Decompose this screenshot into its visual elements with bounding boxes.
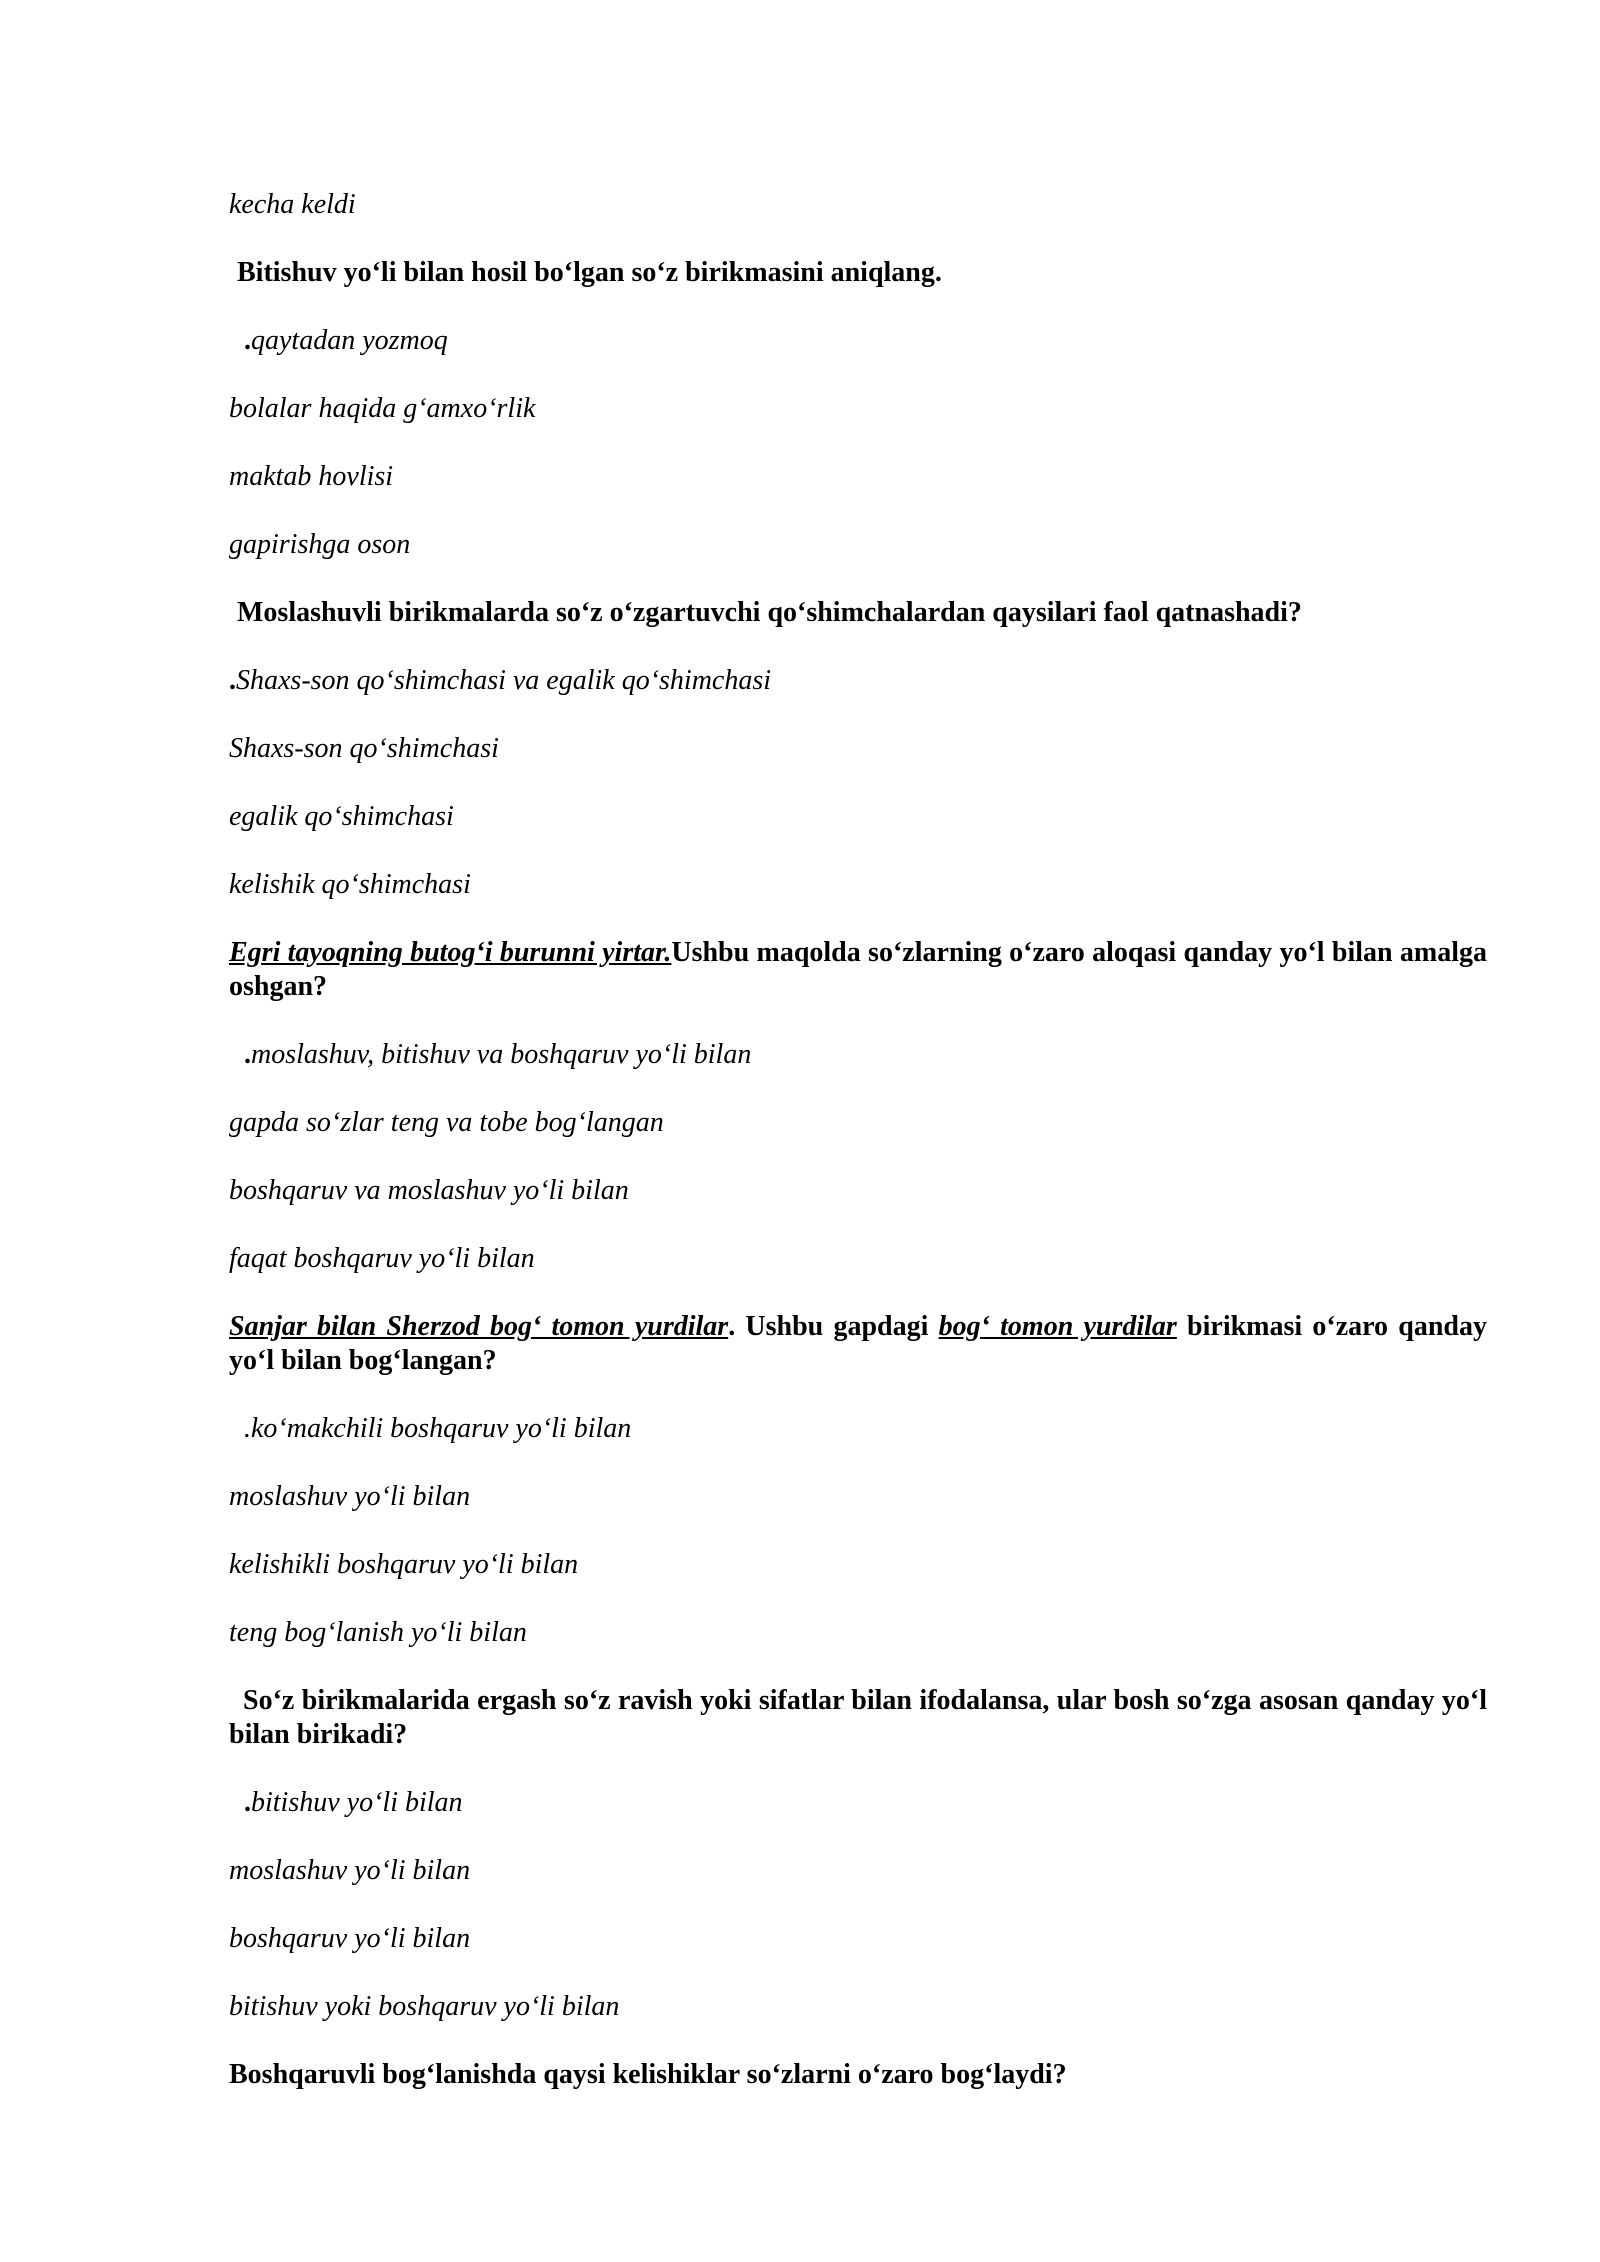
question-1: Bitishuv yo‘li bilan hosil bo‘lgan so‘z birikmasini aniqlang. xyxy=(237,257,942,288)
answer-option: faqat boshqaruv yo‘li bilan xyxy=(229,1243,535,1274)
answer-option: kelishikli boshqaruv yo‘li bilan xyxy=(229,1549,579,1580)
answer-text: moslashuv, bitishuv va boshqaruv yo‘li bilan xyxy=(251,1039,752,1070)
answer-text: Shaxs-son qo‘shimchasi va egalik qo‘shimchasi xyxy=(236,665,772,696)
answer-option xyxy=(244,1038,751,1072)
answer-option: gapirishga oson xyxy=(229,529,411,560)
question-text: birikmasi o‘zaro qanday yo‘l bilan bog‘langan? xyxy=(229,1311,1487,1376)
question-text: Ushbu maqolda so‘zlarning o‘zaro aloqasi qanday yo‘l bilan amalga oshgan? xyxy=(229,937,1487,1002)
answer-option xyxy=(244,324,448,358)
answer-option: boshqaruv yo‘li bilan xyxy=(229,1923,471,1954)
answer-option: .ko‘makchili boshqaruv yo‘li bilan xyxy=(244,1413,632,1444)
bullet-dot: . xyxy=(244,325,251,356)
answer-option: boshqaruv va moslashuv yo‘li bilan xyxy=(229,1175,629,1206)
answer-option: bolalar haqida g‘amxo‘rlik xyxy=(229,393,536,424)
answer-option: maktab hovlisi xyxy=(229,461,394,492)
answer-option: kecha keldi xyxy=(229,189,356,220)
question-text: . Ushbu gapdagi xyxy=(728,1311,939,1342)
answer-option: teng bog‘lanish yo‘li bilan xyxy=(229,1617,527,1648)
proverb-quote: Egri tayoqning butog‘i burunni yirtar. xyxy=(229,937,672,968)
answer-option: moslashuv yo‘li bilan xyxy=(229,1855,471,1886)
answer-option: Shaxs-son qo‘shimchasi xyxy=(229,733,499,764)
question-6: Boshqaruvli bog‘lanishda qaysi kelishiklar so‘zlarni o‘zaro bog‘laydi? xyxy=(229,2059,1067,2090)
question-2: Moslashuvli birikmalarda so‘z o‘zgartuvchi qo‘shimchalardan qaysilari faol qatnashadi? xyxy=(237,597,1302,628)
phrase-quote: bog‘ tomon yurdilar xyxy=(938,1311,1177,1342)
answer-option: moslashuv yo‘li bilan xyxy=(229,1481,471,1512)
question-5: So‘z birikmalarida ergash so‘z ravish yoki sifatlar bilan ifodalansa, ular bosh so‘zga asosan qanday yo‘l bilan birikadi? xyxy=(229,1685,1487,1750)
question-3 xyxy=(229,936,1487,1004)
answer-text: qaytadan yozmoq xyxy=(251,325,448,356)
answer-option xyxy=(244,1786,463,1820)
bullet-dot: . xyxy=(244,1039,251,1070)
answer-option xyxy=(229,664,771,698)
answer-option: gapda so‘zlar teng va tobe bog‘langan xyxy=(229,1107,664,1138)
document-page xyxy=(229,0,1487,2262)
question-4 xyxy=(229,1310,1487,1378)
answer-option: egalik qo‘shimchasi xyxy=(229,801,454,832)
answer-option: bitishuv yoki boshqaruv yo‘li bilan xyxy=(229,1991,620,2022)
sentence-quote: Sanjar bilan Sherzod bog‘ tomon yurdilar xyxy=(229,1311,729,1342)
bullet-dot: . xyxy=(244,1787,251,1818)
bullet-dot: . xyxy=(229,665,236,696)
answer-option: kelishik qo‘shimchasi xyxy=(229,869,471,900)
answer-text: bitishuv yo‘li bilan xyxy=(251,1787,463,1818)
